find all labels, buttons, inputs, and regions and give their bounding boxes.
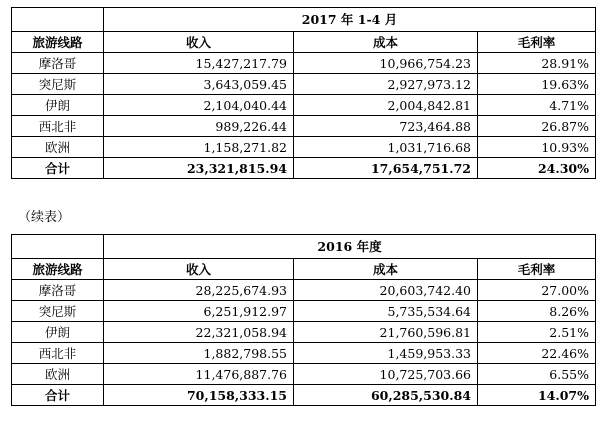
blank-cell bbox=[12, 235, 104, 259]
header-row bbox=[12, 32, 596, 53]
col-header-revenue: 收入 bbox=[104, 259, 294, 280]
margin-cell: 4.71% bbox=[478, 95, 596, 116]
period-header: 2017 年 1-4 月 bbox=[104, 8, 596, 32]
table-2017-jan-apr bbox=[11, 7, 596, 179]
total-margin: 24.30% bbox=[478, 158, 596, 179]
revenue-cell: 22,321,058.94 bbox=[104, 322, 294, 343]
col-header-route: 旅游线路 bbox=[12, 259, 104, 280]
blank-cell bbox=[12, 8, 104, 32]
table-row bbox=[12, 343, 596, 364]
table-row bbox=[12, 322, 596, 343]
route-cell: 突尼斯 bbox=[12, 74, 104, 95]
total-row bbox=[12, 158, 596, 179]
period-row bbox=[12, 235, 596, 259]
table-row bbox=[12, 74, 596, 95]
route-cell: 西北非 bbox=[12, 116, 104, 137]
total-cost: 60,285,530.84 bbox=[294, 385, 478, 406]
revenue-cell: 11,476,887.76 bbox=[104, 364, 294, 385]
revenue-cell: 989,226.44 bbox=[104, 116, 294, 137]
margin-cell: 19.63% bbox=[478, 74, 596, 95]
cost-cell: 20,603,742.40 bbox=[294, 280, 478, 301]
cost-cell: 723,464.88 bbox=[294, 116, 478, 137]
col-header-margin: 毛利率 bbox=[478, 32, 596, 53]
continued-note: （续表） bbox=[18, 210, 71, 225]
route-cell: 欧洲 bbox=[12, 137, 104, 158]
table-2016 bbox=[11, 234, 596, 406]
total-cost: 17,654,751.72 bbox=[294, 158, 478, 179]
cost-cell: 10,725,703.66 bbox=[294, 364, 478, 385]
total-revenue: 70,158,333.15 bbox=[104, 385, 294, 406]
total-revenue: 23,321,815.94 bbox=[104, 158, 294, 179]
route-cell: 突尼斯 bbox=[12, 301, 104, 322]
col-header-cost: 成本 bbox=[294, 259, 478, 280]
cost-cell: 1,031,716.68 bbox=[294, 137, 478, 158]
margin-cell: 26.87% bbox=[478, 116, 596, 137]
cost-cell: 21,760,596.81 bbox=[294, 322, 478, 343]
margin-cell: 10.93% bbox=[478, 137, 596, 158]
cost-cell: 1,459,953.33 bbox=[294, 343, 478, 364]
table-row bbox=[12, 116, 596, 137]
margin-cell: 2.51% bbox=[478, 322, 596, 343]
total-margin: 14.07% bbox=[478, 385, 596, 406]
table-row bbox=[12, 364, 596, 385]
route-cell: 伊朗 bbox=[12, 95, 104, 116]
route-cell: 伊朗 bbox=[12, 322, 104, 343]
cost-cell: 5,735,534.64 bbox=[294, 301, 478, 322]
table-row bbox=[12, 301, 596, 322]
revenue-cell: 28,225,674.93 bbox=[104, 280, 294, 301]
cost-cell: 2,004,842.81 bbox=[294, 95, 478, 116]
cost-cell: 2,927,973.12 bbox=[294, 74, 478, 95]
margin-cell: 8.26% bbox=[478, 301, 596, 322]
header-row bbox=[12, 259, 596, 280]
revenue-cell: 6,251,912.97 bbox=[104, 301, 294, 322]
route-cell: 摩洛哥 bbox=[12, 280, 104, 301]
revenue-cell: 3,643,059.45 bbox=[104, 74, 294, 95]
margin-cell: 22.46% bbox=[478, 343, 596, 364]
total-label: 合计 bbox=[12, 158, 104, 179]
col-header-revenue: 收入 bbox=[104, 32, 294, 53]
margin-cell: 6.55% bbox=[478, 364, 596, 385]
col-header-route: 旅游线路 bbox=[12, 32, 104, 53]
revenue-cell: 1,158,271.82 bbox=[104, 137, 294, 158]
table-row bbox=[12, 95, 596, 116]
margin-cell: 28.91% bbox=[478, 53, 596, 74]
col-header-cost: 成本 bbox=[294, 32, 478, 53]
col-header-margin: 毛利率 bbox=[478, 259, 596, 280]
table-row bbox=[12, 53, 596, 74]
route-cell: 西北非 bbox=[12, 343, 104, 364]
margin-cell: 27.00% bbox=[478, 280, 596, 301]
revenue-cell: 1,882,798.55 bbox=[104, 343, 294, 364]
table-row bbox=[12, 137, 596, 158]
total-label: 合计 bbox=[12, 385, 104, 406]
period-header: 2016 年度 bbox=[104, 235, 596, 259]
route-cell: 摩洛哥 bbox=[12, 53, 104, 74]
route-cell: 欧洲 bbox=[12, 364, 104, 385]
revenue-cell: 15,427,217.79 bbox=[104, 53, 294, 74]
cost-cell: 10,966,754.23 bbox=[294, 53, 478, 74]
total-row bbox=[12, 385, 596, 406]
period-row bbox=[12, 8, 596, 32]
table-row bbox=[12, 280, 596, 301]
revenue-cell: 2,104,040.44 bbox=[104, 95, 294, 116]
